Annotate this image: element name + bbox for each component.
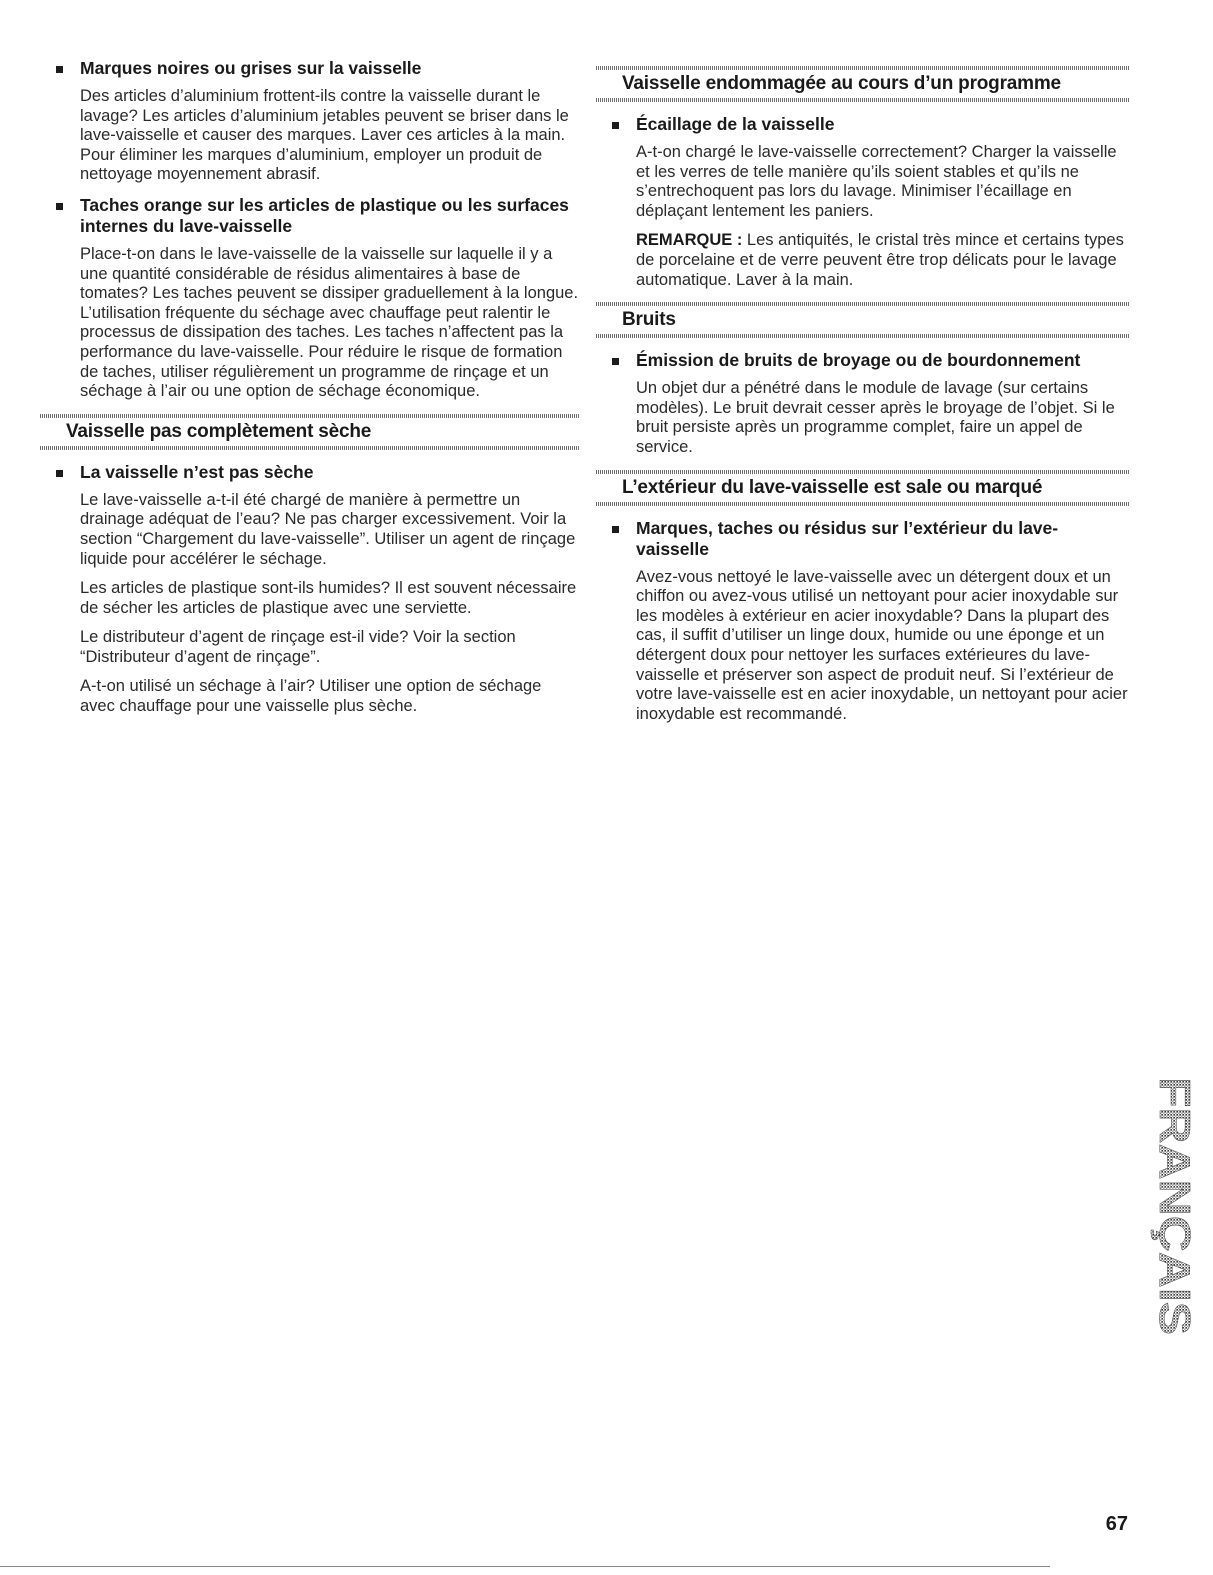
note-text: Les antiquités, le cristal très mince et certains types de porcelaine et de verre peuvent être trop délicats pour le lavage automatique. Laver à la main. — [636, 231, 1124, 289]
dotted-rule — [40, 414, 580, 418]
item-paragraph: Des articles d’aluminium frottent-ils contre la vaisselle durant le lavage? Les articles d’aluminium jetables peuvent se briser dans le lave-vaisselle et causer des marques. Laver ces articles à la main. Pour éliminer les marques d’aluminium, employer un produit de nettoyage moyennement abrasif. — [80, 87, 569, 184]
item-title: Écaillage de la vaisselle — [636, 114, 835, 134]
bullet-icon — [56, 203, 63, 210]
item-paragraph: Le distributeur d’agent de rinçage est-il vide? Voir la section “Distributeur d’agent de rinçage”. — [80, 628, 516, 666]
item-title: La vaisselle n’est pas sèche — [80, 461, 314, 482]
bullet-icon — [56, 66, 63, 73]
troubleshoot-item-exterior — [596, 518, 1130, 725]
footer-rule — [0, 1566, 1050, 1567]
item-paragraph: A-t-on utilisé un séchage à l’air? Utiliser une option de séchage avec chauffage pour une vaisselle plus sèche. — [80, 677, 542, 716]
item-title: Taches orange sur les articles de plastique ou les surfaces internes du lave-vaisselle — [80, 194, 569, 236]
note-label: REMARQUE : — [636, 231, 743, 250]
side-label-text: FRANÇAIS — [1150, 1077, 1199, 1305]
item-paragraph: Avez-vous nettoyé le lave-vaisselle avec un détergent doux et un chiffon ou avez-vous utilisé un nettoyant pour acier inoxydable sur les modèles à extérieur en acier inoxydable? Dans la plupart des cas, il suffit d’utiliser un linge doux, humide ou une éponge et un détergent doux pour nettoyer les surfaces extérieures du lave-vaisselle et préserver son aspect de produit neuf. Si l’extérieur de votre lave-vaisselle est en acier inoxydable, un nettoyant pour acier inoxydable est recommandé. — [636, 567, 1128, 723]
section-title: L’extérieur du lave-vaisselle est sale ou marqué — [622, 476, 1043, 498]
section-header-exterior — [596, 470, 1130, 506]
bullet-icon — [612, 358, 619, 365]
dotted-rule — [40, 446, 580, 450]
item-paragraph: Le lave-vaisselle a-t-il été chargé de manière à permettre un drainage adéquat de l’eau? Ne pas charger excessivement. Voir la section “Chargement du lave-vaisselle”. Utiliser un agent de rinçage liquide pour accélérer le séchage. — [80, 490, 576, 568]
left-column — [40, 58, 580, 727]
dotted-rule — [596, 302, 1130, 306]
dotted-rule — [596, 98, 1130, 102]
troubleshoot-item-noise — [596, 350, 1130, 457]
note-paragraph — [636, 231, 1130, 290]
dotted-rule — [596, 502, 1130, 506]
section-header-damaged — [596, 66, 1130, 102]
section-title: Bruits — [622, 309, 676, 331]
dotted-rule — [596, 66, 1130, 70]
section-title: Vaisselle endommagée au cours d’un programme — [622, 73, 1061, 94]
bullet-icon — [612, 122, 619, 129]
page-number: 67 — [1105, 1513, 1128, 1535]
troubleshoot-item-black-marks — [40, 58, 580, 185]
section-header-dry — [40, 414, 580, 450]
section-title: Vaisselle pas complètement sèche — [66, 420, 372, 442]
item-title: Marques noires ou grises sur la vaisselle — [80, 58, 422, 78]
bullet-icon — [56, 470, 63, 477]
section-header-noise — [596, 302, 1130, 338]
item-paragraph: Place-t-on dans le lave-vaisselle de la vaisselle sur laquelle il y a une quantité considérable de résidus alimentaires à base de tomates? Les taches peuvent se dissiper graduellement à la longue. L’utilisation fréquente du séchage avec chauffage peut ralentir le processus de dissipation des taches. Les taches n’affectent pas la performance du lave-vaisselle. Pour réduire le risque de formation de taches, utiliser régulièrement un programme de rinçage et un séchage à l’air ou une option de séchage économique. — [80, 244, 579, 401]
bullet-icon — [612, 526, 619, 533]
right-column — [596, 58, 1130, 734]
troubleshoot-item-orange-stains — [40, 195, 580, 402]
language-tab-label — [1150, 1075, 1199, 1340]
dotted-rule — [596, 334, 1130, 338]
troubleshoot-item-chipping — [596, 114, 1130, 290]
troubleshoot-item-not-dry — [40, 462, 580, 717]
item-title: Émission de bruits de broyage ou de bourdonnement — [636, 350, 1081, 371]
item-paragraph: A-t-on chargé le lave-vaisselle correctement? Charger la vaisselle et les verres de telle manière qu’ils soient stables et qu’ils ne s’entrechoquent pas lors du lavage. Minimiser l’écaillage en déplaçant lentement les paniers. — [636, 143, 1117, 220]
item-paragraph: Les articles de plastique sont-ils humides? Il est souvent nécessaire de sécher les articles de plastique avec une serviette. — [80, 579, 577, 617]
dotted-rule — [596, 470, 1130, 474]
item-paragraph: Un objet dur a pénétré dans le module de lavage (sur certains modèles). Le bruit devrait cesser après le broyage de l’objet. Si le bruit persiste après un programme complet, faire un appel de service. — [636, 379, 1115, 456]
item-title: Marques, taches ou résidus sur l’extérieur du lave-vaisselle — [636, 517, 1059, 559]
